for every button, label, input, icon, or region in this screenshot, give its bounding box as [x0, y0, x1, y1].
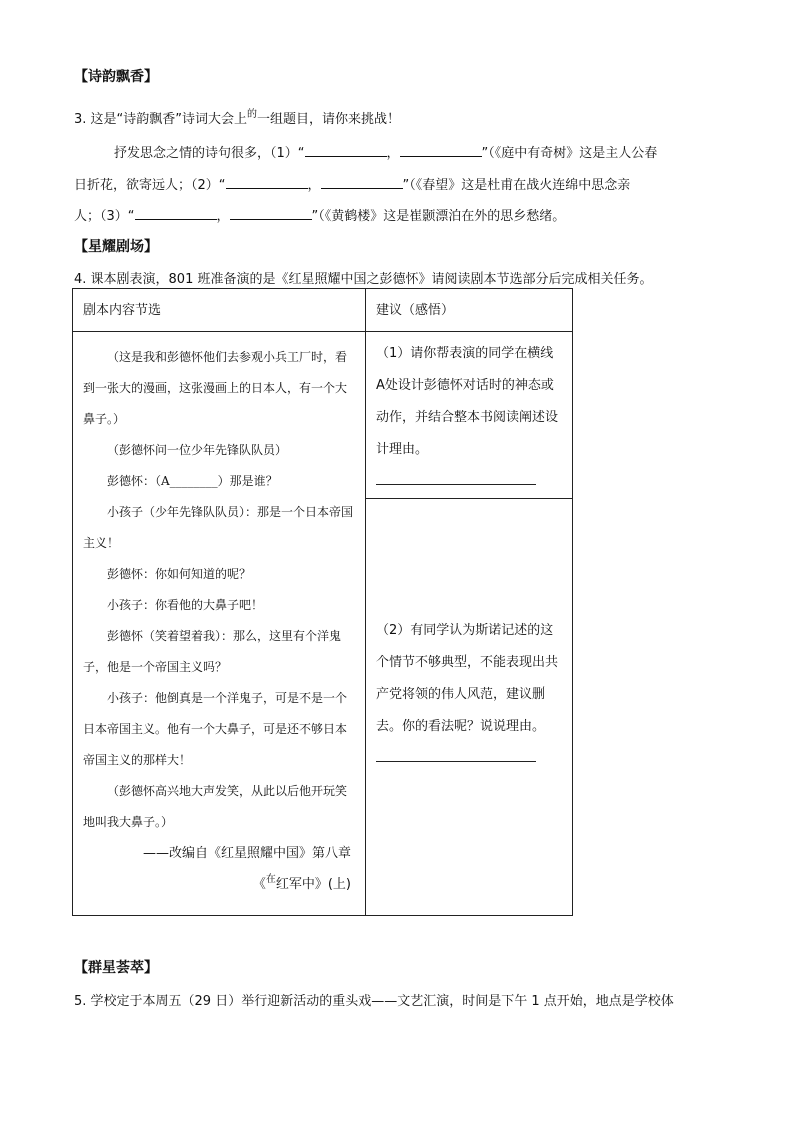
answer-blank-1b[interactable] — [400, 144, 482, 157]
poetry-text: ”（《黄鹤楼》这是崔颢漂泊在外的思乡愁绪。 — [311, 209, 566, 224]
source-citation-1: ——改编自《红星照耀中国》第八章 — [142, 846, 351, 861]
answer-blank-1a[interactable] — [305, 144, 387, 157]
table-header-script: 剧本内容节选 — [73, 289, 366, 332]
citation-superscript: 在 — [265, 874, 276, 885]
poetry-text: 抒发思念之情的诗句很多，（1）“ — [114, 146, 305, 161]
section-heading-stars: 【群星荟萃】 — [74, 960, 158, 976]
script-excerpt — [73, 332, 365, 901]
script-line: 小孩子（少年先锋队队员）：那是一个日本帝国主义！ — [83, 505, 354, 550]
script-line: 小孩子：他倒真是一个洋鬼子，可是不是一个日本帝国主义。他有一个大鼻子，可是还不够日本帝国主义的那样大！ — [83, 691, 348, 767]
script-line: （这是我和彭德怀他们去参观小兵工厂时，看到一张大的漫画，这张漫画上的日本人，有一个大鼻子。） — [83, 350, 348, 426]
q3-suffix: 一组题目，请你来挑战！ — [257, 112, 401, 127]
comma: ， — [216, 209, 230, 224]
task-1-cell — [366, 332, 573, 499]
task-1-text: （1）请你帮表演的同学在横线A处设计彭德怀对话时的神态或动作，并结合整本书阅读阐述设计理由。 — [376, 346, 559, 457]
citation-part: 红军中》(上) — [275, 877, 351, 892]
answer-blank-3a[interactable] — [135, 207, 217, 220]
poetry-line-1 — [114, 142, 657, 161]
section-heading-theater: 【星耀剧场】 — [74, 239, 158, 255]
answer-blank-2a[interactable] — [226, 176, 308, 189]
question-4-intro: 4. 课本剧表演，801 班准备演的是《红星照耀中国之彭德怀》请阅读剧本节选部分后完成相关任务。 — [74, 272, 653, 287]
answer-line-task-1[interactable] — [376, 484, 536, 485]
script-line: （彭德怀问一位少年先锋队队员） — [107, 443, 288, 457]
section-heading-poetry: 【诗韵飘香】 — [74, 69, 158, 85]
q3-prefix: 3. 这是“诗韵飘香”诗词大会上 — [74, 112, 248, 127]
table-header-suggestion: 建议（感悟） — [366, 289, 573, 332]
task-2 — [366, 499, 572, 762]
answer-line-task-2[interactable] — [376, 761, 536, 762]
answer-blank-2b[interactable] — [321, 176, 403, 189]
script-table — [72, 288, 573, 916]
script-line: 小孩子：你看他的大鼻子吧！ — [107, 598, 264, 612]
poetry-text: ”（《春望》这是杜甫在战火连绵中思念亲 — [402, 178, 631, 193]
source-citation-2 — [83, 869, 355, 901]
answer-blank-3b[interactable] — [230, 207, 312, 220]
task-1 — [366, 332, 572, 485]
poetry-text: 日折花，欲寄远人；（2）“ — [74, 178, 226, 193]
task-2-text: （2）有同学认为斯诺记述的这个情节不够典型，不能表现出共产党将领的伟人风范，建议删去。你的看法呢？说说理由。 — [376, 623, 559, 734]
q3-superscript: 的 — [247, 109, 258, 120]
script-line: 彭德怀：你如何知道的呢？ — [107, 567, 252, 581]
script-line: 彭德怀（笑着望着我）：那么，这里有个洋鬼子，他是一个帝国主义吗？ — [83, 629, 342, 674]
question-5-intro: 5. 学校定于本周五（29 日）举行迎新活动的重头戏——文艺汇演，时间是下午 1 点开始，地点是学校体 — [74, 994, 674, 1009]
question-3-intro — [74, 108, 400, 127]
script-line: （彭德怀高兴地大声发笑，从此以后他开玩笑地叫我大鼻子。） — [83, 784, 348, 829]
comma: ， — [307, 178, 321, 193]
task-2-cell — [366, 499, 573, 916]
script-line: 彭德怀：（A________）那是谁？ — [107, 474, 278, 488]
citation-part: 《 — [252, 877, 266, 892]
poetry-line-2 — [74, 174, 630, 193]
poetry-line-3 — [74, 205, 565, 224]
poetry-text: 人；（3）“ — [74, 209, 135, 224]
poetry-text: ”（《庭中有奇树》这是主人公春 — [481, 146, 658, 161]
script-excerpt-cell — [73, 332, 366, 916]
comma: ， — [386, 146, 400, 161]
